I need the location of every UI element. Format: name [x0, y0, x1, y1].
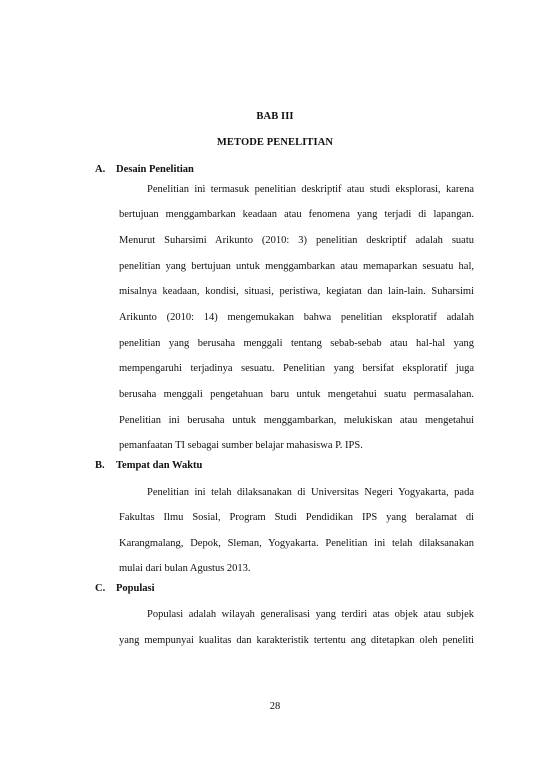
section-letter: C.	[95, 583, 106, 594]
section-letter: B.	[95, 460, 105, 471]
section-title: Desain Penelitian	[116, 164, 194, 175]
paragraph-line: Populasi adalah wilayah generalisasi yang terdiri atas objek atau subjek	[147, 609, 474, 620]
paragraph-line: mulai dari bulan Agustus 2013.	[119, 563, 251, 574]
section-heading-c	[95, 583, 155, 594]
paragraph-line: penelitian yang berusaha menggali tentang sebab-sebab atau hal-hal yang	[119, 338, 474, 349]
chapter-number: BAB III	[256, 111, 294, 122]
paragraph-line: misalnya keadaan, kondisi, situasi, peristiwa, kegiatan dan lain-lain. Suharsimi	[119, 286, 474, 297]
section-heading-b	[95, 460, 202, 471]
paragraph-line: Penelitian ini termasuk penelitian deskriptif atau studi eksplorasi, karena	[147, 184, 474, 195]
paragraph-line: Karangmalang, Depok, Sleman, Yogyakarta. Penelitian ini telah dilaksanakan	[119, 538, 474, 549]
page-number: 28	[269, 701, 281, 712]
paragraph-line: Fakultas Ilmu Sosial, Program Studi Pendidikan IPS yang beralamat di	[119, 512, 474, 523]
paragraph-line: yang mempunyai kualitas dan karakteristik tertentu ang ditetapkan oleh peneliti	[119, 635, 474, 646]
paragraph-line: Penelitian ini telah dilaksanakan di Universitas Negeri Yogyakarta, pada	[147, 487, 474, 498]
paragraph-line: Menurut Suharsimi Arikunto (2010: 3) penelitian deskriptif adalah suatu	[119, 235, 474, 246]
paragraph-line: mempengaruhi terjadinya sesuatu. Penelitian yang bersifat eksploratif juga	[119, 363, 474, 374]
paragraph-line: pemanfaatan TI sebagai sumber belajar mahasiswa P. IPS.	[119, 440, 363, 451]
paragraph-line: Penelitian ini berusaha untuk menggambarkan, melukiskan atau mengetahui	[119, 415, 474, 426]
paragraph-line: bertujuan menggambarkan keadaan atau fenomena yang terjadi di lapangan.	[119, 209, 474, 220]
section-letter: A.	[95, 164, 106, 175]
section-title: Populasi	[116, 583, 155, 594]
paragraph-line: penelitian yang bertujuan untuk menggambarkan atau memaparkan sesuatu hal,	[119, 261, 474, 272]
paragraph-line: Arikunto (2010: 14) mengemukakan bahwa penelitian eksploratif adalah	[119, 312, 474, 323]
section-title: Tempat dan Waktu	[116, 460, 203, 471]
chapter-title: METODE PENELITIAN	[216, 137, 334, 148]
paragraph-line: berusaha menggali pengetahuan baru untuk mengetahui suatu permasalahan.	[119, 389, 474, 400]
section-heading-a	[95, 164, 194, 175]
